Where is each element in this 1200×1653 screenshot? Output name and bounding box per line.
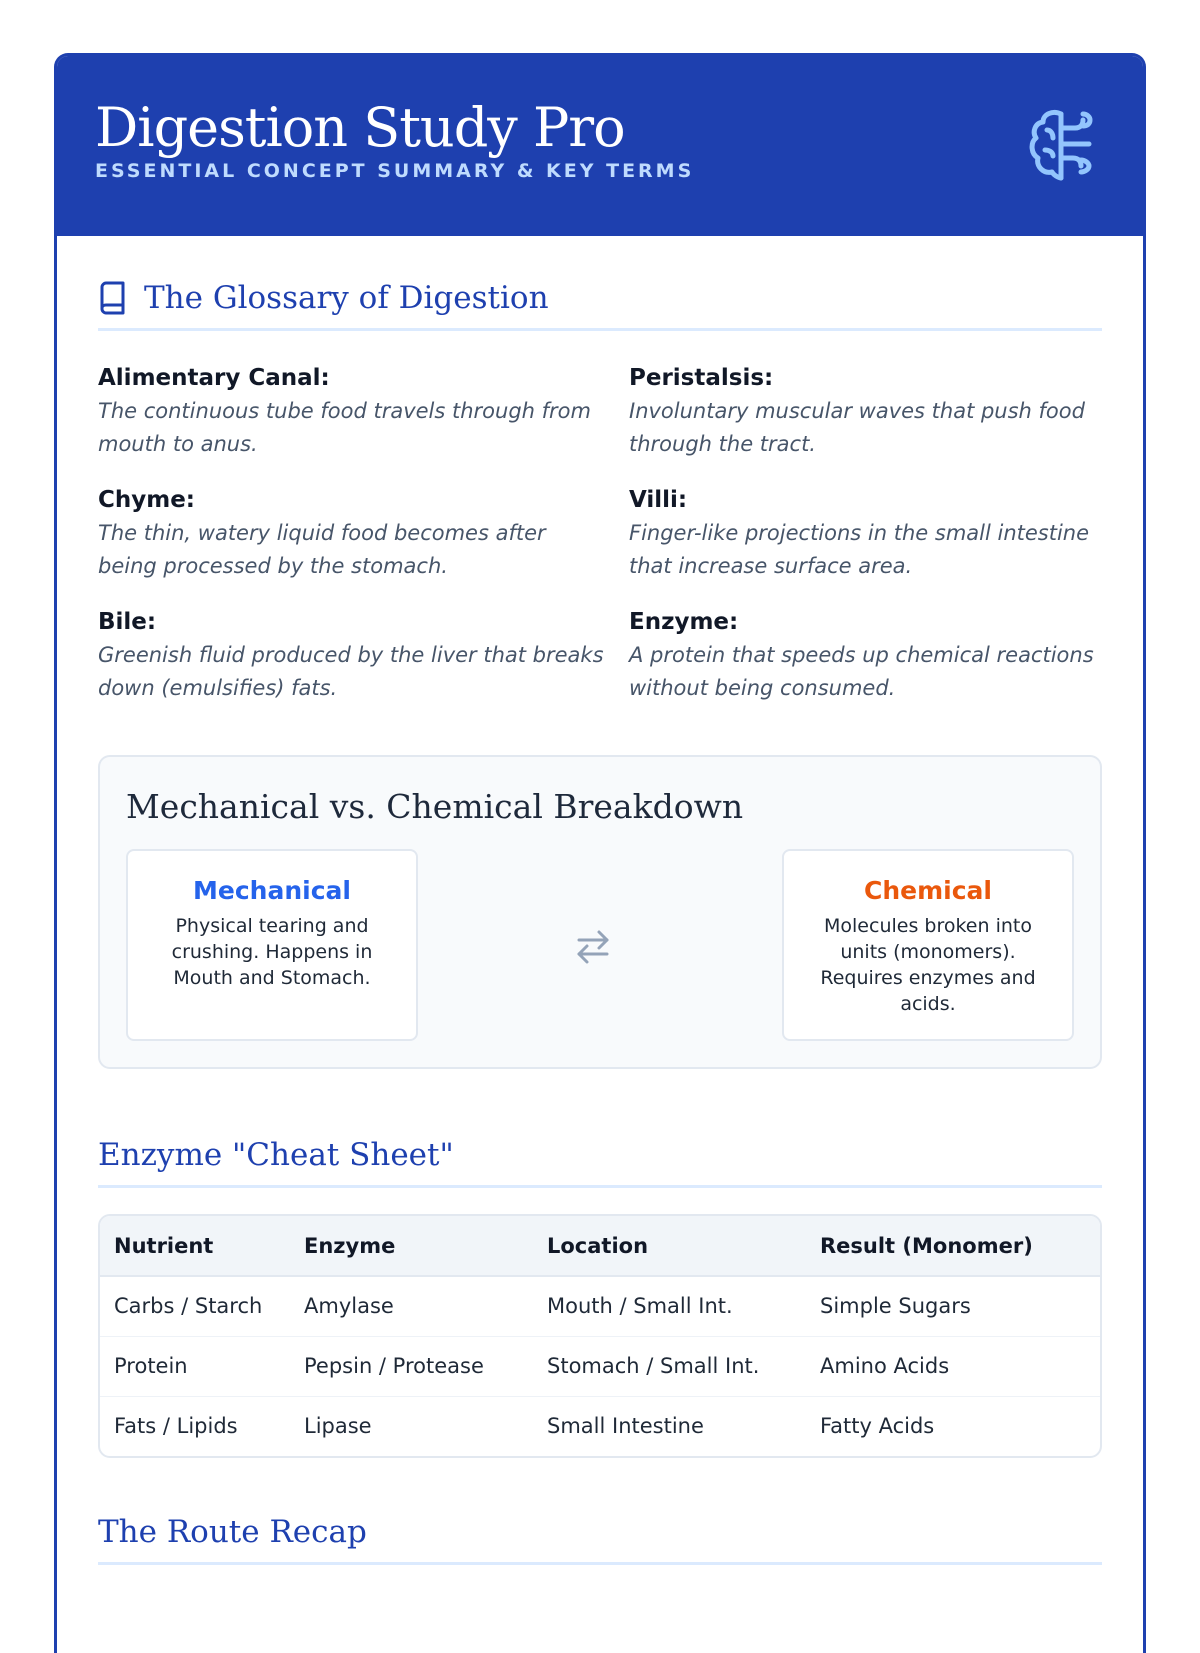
column-header: Location: [547, 1216, 820, 1276]
table-cell: Amino Acids: [820, 1336, 1100, 1396]
page-title: Digestion Study Pro: [95, 96, 625, 159]
term-definition: Involuntary muscular waves that push food through the tract.: [629, 399, 1085, 456]
table-cell: Carbs / Starch: [100, 1276, 304, 1336]
comparison-title: Mechanical vs. Chemical Breakdown: [126, 787, 744, 826]
enzyme-heading: [98, 1135, 1102, 1188]
term-name: Enzyme:: [629, 609, 739, 635]
page-subtitle: ESSENTIAL CONCEPT SUMMARY & KEY TERMS: [95, 160, 695, 182]
term-name: Alimentary Canal:: [98, 365, 330, 391]
term-definition: A protein that speeds up chemical reactions without being consumed.: [629, 643, 1094, 700]
term-definition: Greenish fluid produced by the liver that breaks down (emulsifies) fats.: [98, 643, 604, 700]
table-cell: Small Intestine: [547, 1414, 704, 1439]
table-cell: Fatty Acids: [820, 1414, 935, 1439]
glossary-term: [98, 483, 610, 583]
mechanical-card: [126, 849, 418, 1041]
glossary-grid: [98, 361, 1102, 705]
comparison-panel: [98, 755, 1102, 1069]
column-header: Enzyme: [304, 1216, 547, 1276]
glossary-term: [98, 361, 610, 461]
term-name: Peristalsis:: [629, 365, 774, 391]
glossary-term: [629, 605, 1109, 705]
enzyme-table: [98, 1214, 1102, 1458]
table-cell: Lipase: [304, 1414, 372, 1439]
header-banner: [57, 56, 1143, 236]
term-definition: Finger-like projections in the small intestine that increase surface area.: [629, 521, 1090, 578]
swap-arrows-icon: [575, 927, 611, 967]
term-name: Villi:: [629, 487, 688, 513]
content-area: [57, 278, 1143, 1565]
glossary-term: [98, 605, 610, 705]
route-title: The Route Recap: [98, 1514, 367, 1550]
table-cell: Amylase: [304, 1276, 547, 1336]
table-row: [100, 1396, 1100, 1456]
study-card: [54, 53, 1146, 1653]
book-icon: [98, 281, 128, 315]
column-header: Result (Monomer): [820, 1216, 1100, 1276]
glossary-term: [629, 483, 1109, 583]
chemical-text: Molecules broken into units (monomers). Requires enzymes and acids.: [820, 915, 1036, 1015]
table-row: [100, 1336, 1100, 1396]
term-name: Chyme:: [98, 487, 196, 513]
table-cell: Pepsin / Protease: [304, 1336, 547, 1396]
term-definition: The thin, watery liquid food becomes after being processed by the stomach.: [98, 521, 546, 578]
glossary-title: The Glossary of Digestion: [144, 280, 549, 316]
glossary-term: [629, 361, 1109, 461]
route-heading: [98, 1512, 1102, 1565]
mechanical-text: Physical tearing and crushing. Happens in Mouth and Stomach.: [171, 915, 373, 989]
table-row: [100, 1276, 1100, 1336]
chemical-card: [782, 849, 1074, 1041]
chemical-title: Chemical: [864, 876, 992, 905]
enzyme-title: Enzyme "Cheat Sheet": [98, 1137, 454, 1173]
table-cell: Stomach / Small Int.: [547, 1336, 820, 1396]
table-cell: Fats / Lipids: [114, 1414, 238, 1439]
table-cell: Protein: [100, 1336, 304, 1396]
term-definition: The continuous tube food travels through from mouth to anus.: [98, 399, 591, 456]
table-cell: Simple Sugars: [820, 1276, 1100, 1336]
term-name: Bile:: [98, 609, 157, 635]
table-header-row: [100, 1216, 1100, 1276]
column-header: Nutrient: [100, 1216, 304, 1276]
mechanical-title: Mechanical: [193, 876, 351, 905]
table-cell: Mouth / Small Int.: [547, 1276, 820, 1336]
brain-icon: [1027, 106, 1099, 182]
glossary-heading: [98, 278, 1102, 331]
